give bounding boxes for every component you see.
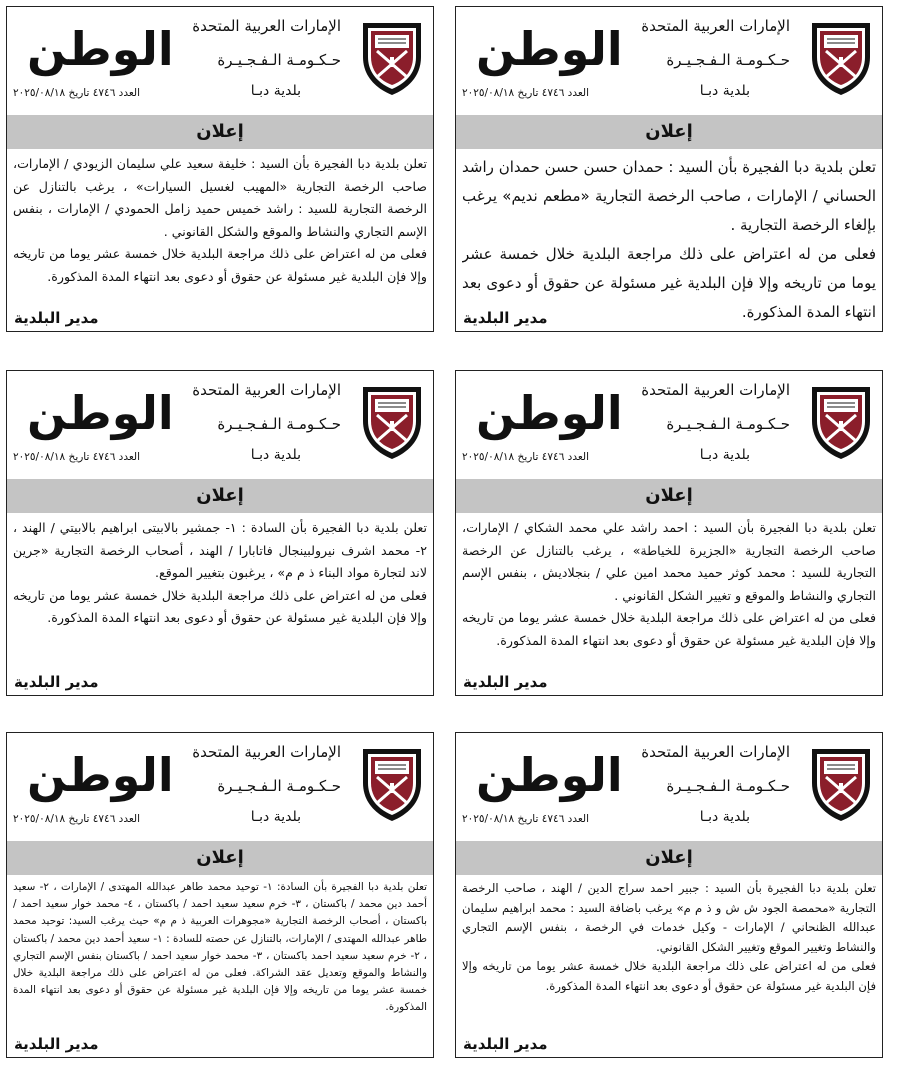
notice-paragraph: فعلى من له اعتراض على ذلك مراجعة البلدية خلال خمسة عشر يوما من تاريخه وإلا فإن البلدية غير مسئولة عن حقوق أو دعوى بعد انتهاء المدة المذكورة. [13, 246, 427, 284]
notice-header [456, 7, 882, 115]
notice-title-bar: إعلان [7, 479, 433, 513]
notice-bottom-right [455, 732, 883, 1058]
notice-paragraph: فعلى من له اعتراض على ذلك مراجعة البلدية خلال خمسة عشر يوما من تاريخه وإلا فإن البلدية غير مسئولة عن حقوق أو دعوى بعد انتهاء المدة المذكورة. [462, 610, 876, 648]
municipality-name: بلدية دبـا [250, 809, 301, 825]
notice-paragraph: فعلى من له اعتراض على ذلك مراجعة البلدية خلال خمسة عشر يوما من تاريخه وإلا فإن البلدية غير مسئولة عن حقوق أو دعوى بعد انتهاء المدة المذكورة. [462, 245, 876, 321]
government-name: حـكـومـة الـفـجـيـرة [666, 777, 790, 795]
notice-title-bar: إعلان [7, 115, 433, 149]
municipality-name: بلدية دبـا [699, 83, 750, 99]
notice-paragraph: تعلن بلدية دبا الفجيرة بأن السادة: ١- توحيد محمد طاهر عبدالله المهتدى / الإمارات ، ٢- سعيد أحمد دين محمد / باكستان ، ٣- خرم سعيد سعيد احمد / باكستان ، ٤- محمد خوار سعيد احمد / باكستان ، أصحاب الرخصة التجارية «مجوهرات العربية ذ م م» حيث يرغب السيد: توحيد محمد طاهر عبدالله المهتدى / الإمارات، بالتنازل عن حصته للسادة : ١- سعيد أحمد دين محمد / باكستان ، ٢- خرم سعيد سعيد احمد باكستان ، ٣- محمد خوار سعيد احمد / باكستان بنفس الإسم التجاري والنشاط والموقع وتعديل عقد الشراكة. فعلى من له اعتراض على ذلك مراجعة البلدية خلال خمسة عشر يوما من تاريخه وإلا فإن البلدية غير مسئولة عن حقوق أو دعوى بعد انتهاء المدة المذكورة. [13, 881, 427, 1014]
newspaper-logo: الوطن [27, 748, 174, 802]
newspaper-logo: الوطن [27, 386, 174, 440]
issue-info: العدد ٤٧٤٦ تاريخ ٢٠٢٥/٠٨/١٨ [13, 87, 141, 99]
notice-paragraph: تعلن بلدية دبا الفجيرة بأن السادة : ١- جمشير بالابيتى ابراهيم بالابيتي / الهند ، ٢- محمد اشرف نيرولبينجال فاتابارا / الهند ، أصحاب الرخصة التجارية «جرين لاند لتجارة مواد البناء ذ م م» ، يرغبون بتغيير الموقع. [13, 520, 427, 580]
fujairah-emblem-icon [357, 381, 427, 461]
signature: مدير البلدية [460, 1035, 551, 1053]
issue-info: العدد ٤٧٤٦ تاريخ ٢٠٢٥/٠٨/١٨ [462, 87, 590, 99]
notice-bottom-left [6, 732, 434, 1058]
government-name: حـكـومـة الـفـجـيـرة [666, 415, 790, 433]
fujairah-emblem-icon [806, 381, 876, 461]
government-name: حـكـومـة الـفـجـيـرة [217, 415, 341, 433]
notice-body [462, 517, 876, 693]
government-name: حـكـومـة الـفـجـيـرة [217, 51, 341, 69]
country-name: الإمارات العربية المتحدة [641, 381, 790, 399]
fujairah-emblem-icon [357, 743, 427, 823]
newspaper-logo: الوطن [27, 22, 174, 76]
notice-body [13, 153, 427, 329]
fujairah-emblem-icon [806, 743, 876, 823]
issue-info: العدد ٤٧٤٦ تاريخ ٢٠٢٥/٠٨/١٨ [462, 813, 590, 825]
municipality-name: بلدية دبـا [250, 83, 301, 99]
notice-paragraph: تعلن بلدية دبا الفجيرة بأن السيد : احمد راشد علي محمد الشكاي / الإمارات، صاحب الرخصة التجارية «الجزيرة للخياطة» ، يرغب بالتنازل عن الرخصة التجارية للسيد : محمد كوثر حميد محمد امين علي / بنجلاديش ، بنفس الإسم التجاري والنشاط والموقع و تغيير الشكل القانوني . [462, 520, 876, 603]
notice-body [462, 879, 876, 1055]
notice-top-right [455, 6, 883, 332]
newspaper-logo: الوطن [476, 22, 623, 76]
country-name: الإمارات العربية المتحدة [192, 17, 341, 35]
country-name: الإمارات العربية المتحدة [192, 381, 341, 399]
notice-middle-left [6, 370, 434, 696]
country-name: الإمارات العربية المتحدة [641, 17, 790, 35]
government-name: حـكـومـة الـفـجـيـرة [666, 51, 790, 69]
signature: مدير البلدية [460, 673, 551, 691]
notice-paragraph: فعلى من له اعتراض على ذلك مراجعة البلدية خلال خمسة عشر يوما من تاريخه وإلا فإن البلدية غير مسئولة عن حقوق أو دعوى بعد انتهاء المدة المذكورة. [462, 959, 876, 993]
government-name: حـكـومـة الـفـجـيـرة [217, 777, 341, 795]
issue-info: العدد ٤٧٤٦ تاريخ ٢٠٢٥/٠٨/١٨ [13, 451, 141, 463]
fujairah-emblem-icon [357, 17, 427, 97]
notice-header [456, 733, 882, 841]
notice-body [13, 517, 427, 693]
notice-title-bar: إعلان [456, 841, 882, 875]
notice-header [7, 371, 433, 479]
signature: مدير البلدية [11, 673, 102, 691]
municipality-name: بلدية دبـا [250, 447, 301, 463]
notice-body [462, 153, 876, 329]
notice-title-bar: إعلان [456, 115, 882, 149]
municipality-name: بلدية دبـا [699, 447, 750, 463]
issue-info: العدد ٤٧٤٦ تاريخ ٢٠٢٥/٠٨/١٨ [462, 451, 590, 463]
signature: مدير البلدية [11, 1035, 102, 1053]
newspaper-logo: الوطن [476, 386, 623, 440]
country-name: الإمارات العربية المتحدة [641, 743, 790, 761]
notice-title-bar: إعلان [7, 841, 433, 875]
notice-middle-right [455, 370, 883, 696]
notice-header [456, 371, 882, 479]
notice-paragraph: تعلن بلدية دبا الفجيرة بأن السيد : خليفة سعيد علي سليمان الزيودي / الإمارات، صاحب الرخصة التجارية «المهيب لغسيل السيارات» ، يرغب بالتنازل عن الرخصة التجارية للسيد : راشد خميس حميد زامل الحمودي / الإمارات ، بنفس الإسم التجاري والنشاط والموقع والشكل القانوني . [13, 156, 427, 239]
newspaper-logo: الوطن [476, 748, 623, 802]
notice-top-left [6, 6, 434, 332]
municipality-name: بلدية دبـا [699, 809, 750, 825]
country-name: الإمارات العربية المتحدة [192, 743, 341, 761]
notice-paragraph: تعلن بلدية دبا الفجيرة بأن السيد : جبير احمد سراج الدين / الهند ، صاحب الرخصة التجارية «محمصة الجود ش ش و ذ م م» يرغب باضافة السيد : محمد ابراهيم سليمان عبدالله الظنحاني / الإمارات - وكيل خدمات في الرخصة ، بنفس الإسم التجاري والنشاط وتغيير الموقع وتغيير الشكل القانوني. [462, 881, 876, 954]
notice-title-bar: إعلان [456, 479, 882, 513]
signature: مدير البلدية [11, 309, 102, 327]
notice-header [7, 733, 433, 841]
notice-header [7, 7, 433, 115]
notice-body [13, 879, 427, 1055]
notice-paragraph: فعلى من له اعتراض على ذلك مراجعة البلدية خلال خمسة عشر يوما من تاريخه وإلا فإن البلدية غير مسئولة عن حقوق أو دعوى بعد انتهاء المدة المذكورة. [13, 587, 427, 625]
notice-paragraph: تعلن بلدية دبا الفجيرة بأن السيد : حمدان حسن حسن حمدان راشد الحساني / الإمارات ، صاحب الرخصة التجارية «مطعم نديم» يرغب بإلغاء الرخصة التجارية . [462, 158, 876, 234]
signature: مدير البلدية [460, 309, 551, 327]
fujairah-emblem-icon [806, 17, 876, 97]
issue-info: العدد ٤٧٤٦ تاريخ ٢٠٢٥/٠٨/١٨ [13, 813, 141, 825]
